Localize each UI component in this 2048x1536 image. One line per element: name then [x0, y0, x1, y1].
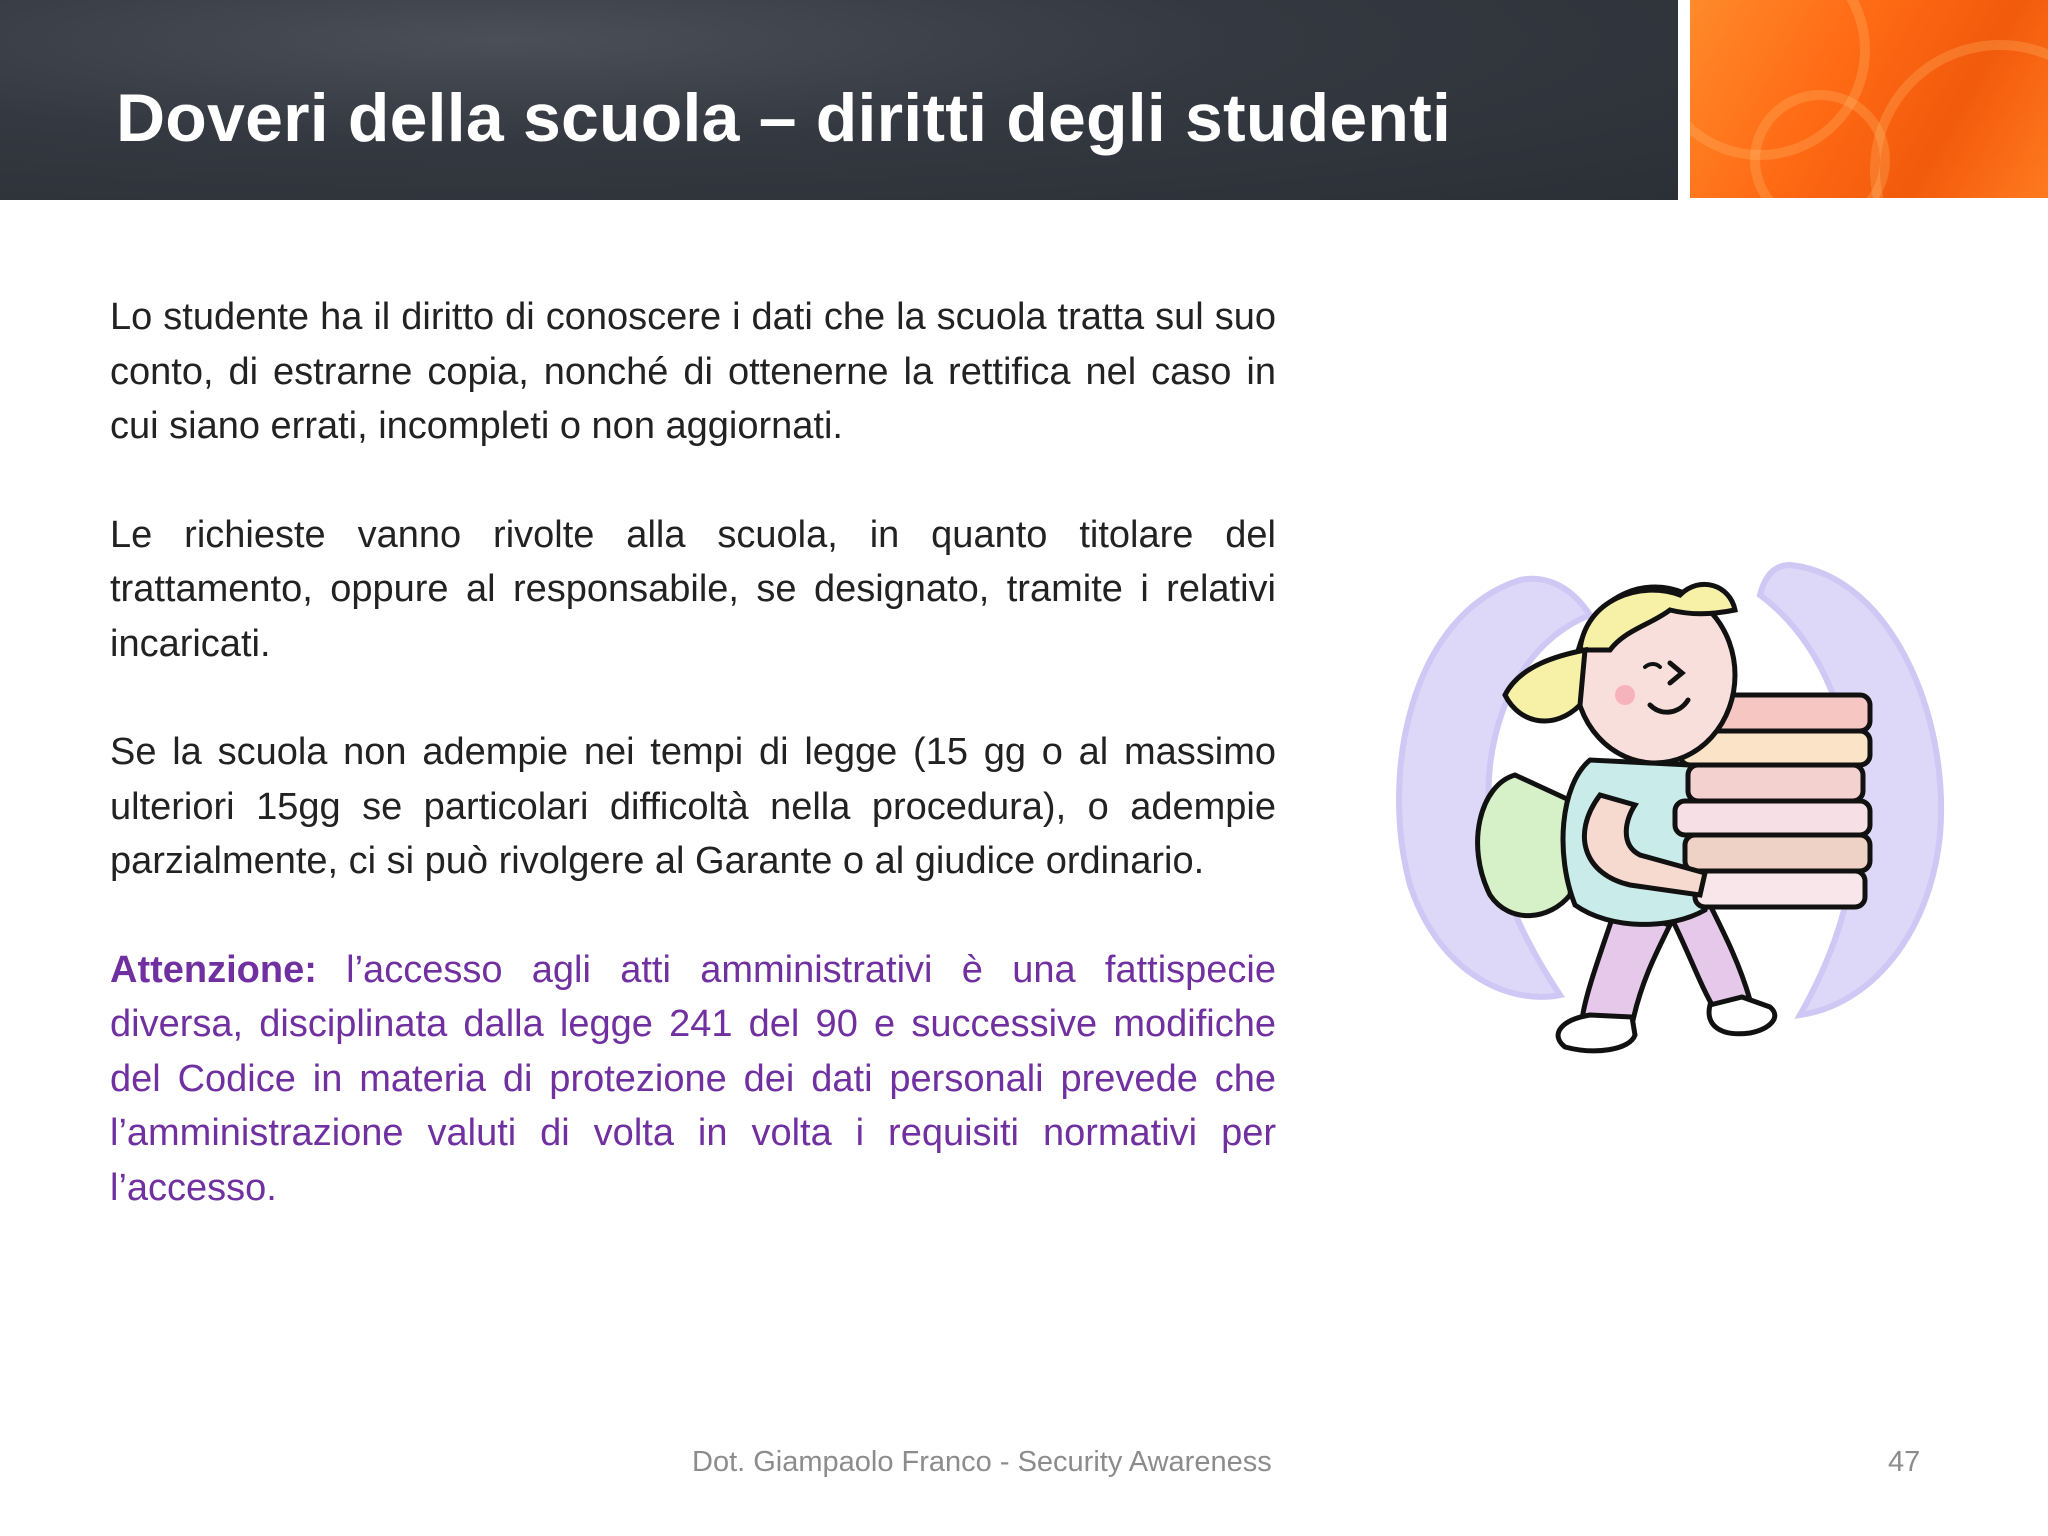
slide-body: [110, 290, 1276, 1215]
paragraph-attention: [110, 943, 1276, 1216]
attention-text: l’accesso agli atti amministrativi è una fattispecie diversa, disciplinata dalla legge 241 del 90 e successive modifiche del Codice in materia di protezione dei dati personali prevede che l’amministrazione valuti di volta in volta i requisiti normativi per l’accesso.: [110, 948, 1276, 1209]
girl-with-books-illustration: [1370, 555, 1960, 1075]
footer-credit: Dot. Giampaolo Franco - Security Awareness: [692, 1446, 1272, 1478]
paragraph-non-compliance: Se la scuola non adempie nei tempi di legge (15 gg o al massimo ulteriori 15gg se particolari difficoltà nella procedura), o adempie parzialmente, ci si può rivolgere al Garante o al giudice ordinario.: [110, 731, 1276, 882]
slide-title: Doveri della scuola – diritti degli studenti: [116, 80, 1452, 156]
paragraph-requests: Le richieste vanno rivolte alla scuola, in quanto titolare del trattamento, oppure al responsabile, se designato, tramite i relativi incaricati.: [110, 513, 1276, 665]
title-bar: [0, 0, 1678, 200]
page-number: 47: [1888, 1446, 1921, 1478]
paragraph-student-rights: Lo studente ha il diritto di conoscere i dati che la scuola tratta sul suo conto, di estrarne copia, nonché di ottenerne la rettifica nel caso in cui siano errati, incompleti o non aggiornati.: [110, 296, 1276, 447]
header-accent-block: [1690, 0, 2048, 198]
attention-label: Attenzione:: [110, 948, 317, 991]
slide-footer: [0, 1446, 2048, 1486]
